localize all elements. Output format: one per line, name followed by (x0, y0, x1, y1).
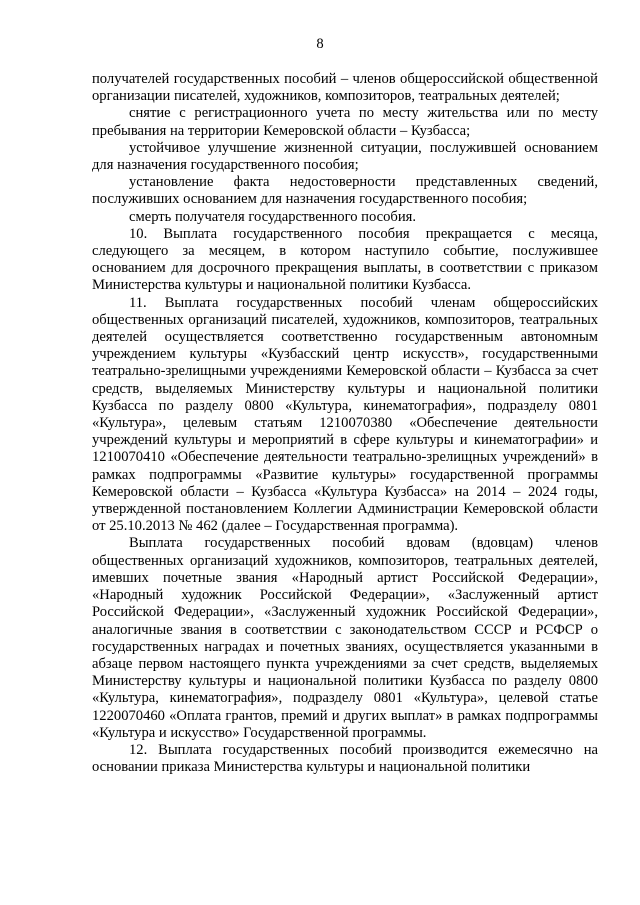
paragraph-death: смерть получателя государственного пособия. (129, 208, 417, 225)
page-number: 8 (316, 36, 324, 52)
paragraph-continued: получателей государственных пособий – членов общероссийской общественной организации писателей, художников, композиторов, театральных деятелей; (92, 71, 598, 105)
paragraph-clause-12: 12. Выплата государственных пособий производится ежемесячно на основании приказа Министерства культуры и национальной политики (92, 741, 598, 776)
document-body (92, 71, 598, 776)
paragraph-improvement: устойчивое улучшение жизненной ситуации, послужившей основанием для назначения государственного пособия; (92, 139, 598, 174)
paragraph-clause-11-widows: Выплата государственных пособий вдовам (вдовцам) членов общественных организаций художников, композиторов, театральных деятелей, имевших почетные звания «Народный артист Российской Федерации», «Народный художник Российской Федерации», «Заслуженный артист Российской Федерации», «Заслуженный художник Российской Федерации», аналогичные звания в соответствии с законодательством СССР и РСФСР о государственных наградах и почетных званиях, осуществляется указанными в абзаце первом настоящего пункта учреждениями за счет средств, выделяемых Министерству культуры и национальной политики Кузбасса по разделу 0800 «Культура, кинематография», подразделу 0801 «Культура», целевой статье 1220070460 «Оплата грантов, премий и других выплат» в рамках подпрограммы «Культура и искусство» Государственной программы. (92, 535, 598, 741)
paragraph-inaccuracy: установление факта недостоверности представленных сведений, послуживших основанием для назначения государственного пособия; (92, 174, 598, 208)
paragraph-clause-10: 10. Выплата государственного пособия прекращается с месяца, следующего за месяцем, в котором наступило событие, послужившее основанием для досрочного прекращения выплаты, в соответствии с приказом Министерства культуры и национальной политики Кузбасса. (92, 225, 598, 294)
paragraph-deregistration: снятие с регистрационного учета по месту жительства или по месту пребывания на территории Кемеровской области – Кузбасса; (92, 105, 598, 139)
paragraph-clause-11: 11. Выплата государственных пособий членам общероссийских общественных организаций писателей, художников, композиторов, театральных деятелей осуществляется соответственно государственным автономным учреждением культуры «Кузбасский центр искусств», государственными театрально-зрелищными учреждениями Кемеровской области – Кузбасса за счет средств, выделяемых Министерству культуры и национальной политики Кузбасса по разделу 0800 «Культура, кинематография», подразделу 0801 «Культура», целевым статьям 1210070380 «Обеспечение деятельности учреждений культуры и мероприятий в сфере культуры и кинематографии» и 1210070410 «Обеспечение деятельности театрально-зрелищных учреждений» в рамках подпрограммы «Развитие культуры» государственной программы Кемеровской области – Кузбасса «Культура Кузбасса» на 2014 – 2024 годы, утвержденной постановлением Коллегии Администрации Кемеровской области от 25.10.2013 № 462 (далее – Государственная программа). (92, 294, 598, 535)
